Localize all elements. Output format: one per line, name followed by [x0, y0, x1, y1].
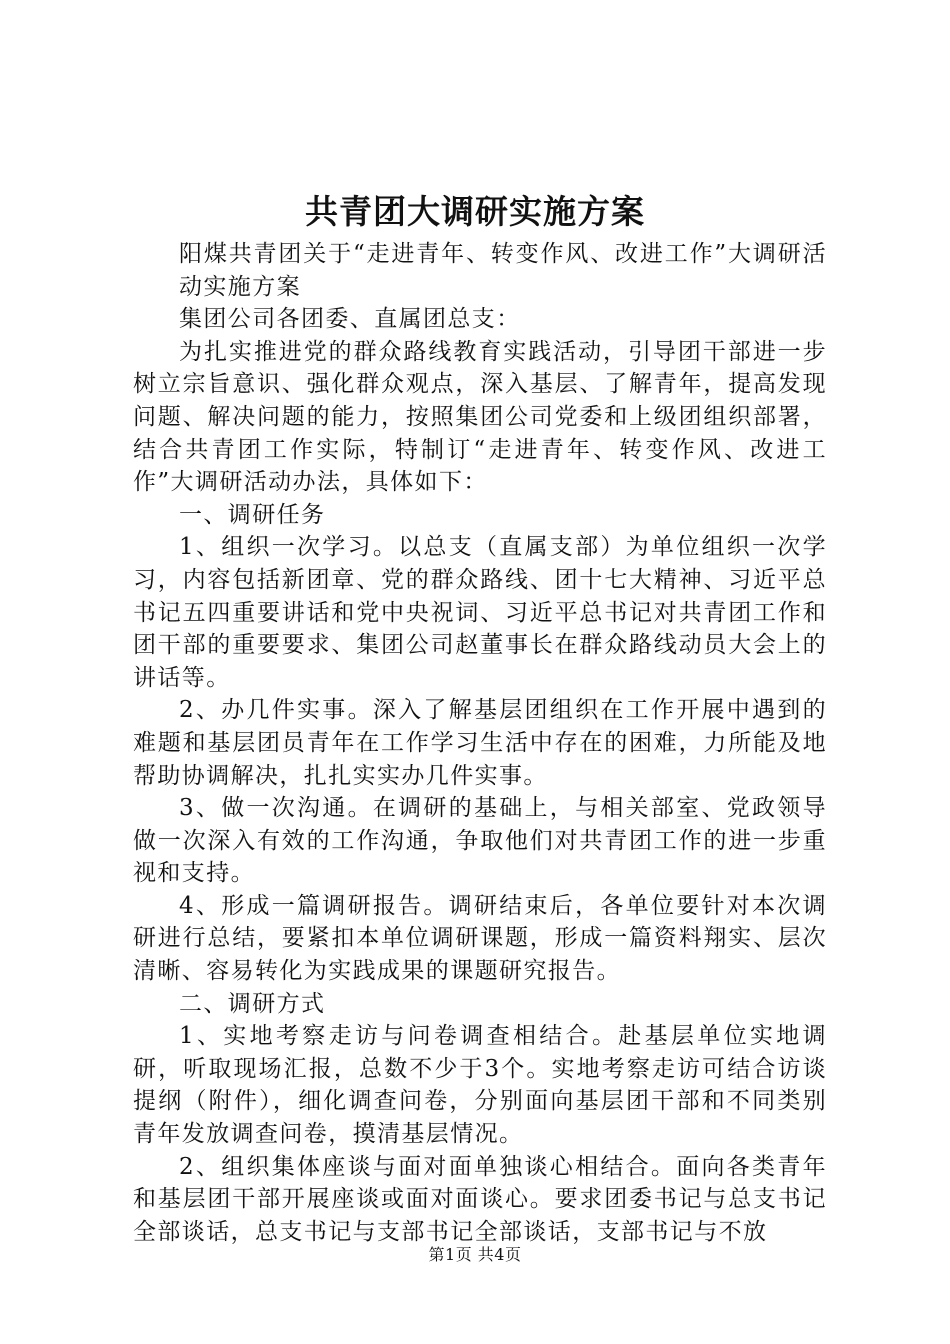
method-paragraph-1: 1、实地考察走访与问卷调查相结合。赴基层单位实地调研，听取现场汇报，总数不少于3个。实地考察走访可结合访谈提纲（附件），细化调查问卷，分别面向基层团干部和不同类别青年发放调查问卷，摸清基层情况。 — [133, 1023, 827, 1148]
document-body — [133, 238, 827, 1248]
intro-paragraph: 为扎实推进党的群众路线教育实践活动，引导团干部进一步树立宗旨意识、强化群众观点，深入基层、了解青年，提高发现问题、解决问题的能力，按照集团公司党委和上级团组织部署，结合共青团工作实际，特制订“走进青年、转变作风、改进工作”大调研活动办法，具体如下： — [133, 338, 827, 496]
page-number-footer: 第1页 共4页 — [428, 1245, 522, 1264]
document-title: 共青团大调研实施方案 — [305, 192, 645, 231]
task-paragraph-1: 1、组织一次学习。以总支（直属支部）为单位组织一次学习，内容包括新团章、党的群众路线、团十七大精神、习近平总书记五四重要讲话和党中央祝词、习近平总书记对共青团工作和团干部的重要要求、集团公司赵董事长在群众路线动员大会上的讲话等。 — [133, 534, 827, 691]
task-paragraph-3: 3、做一次沟通。在调研的基础上，与相关部室、党政领导做一次深入有效的工作沟通，争取他们对共青团工作的进一步重视和支持。 — [133, 795, 827, 887]
task-paragraph-4: 4、形成一篇调研报告。调研结束后，各单位要针对本次调研进行总结，要紧扣本单位调研课题，形成一篇资料翔实、层次清晰、容易转化为实践成果的课题研究报告。 — [133, 892, 827, 985]
section-heading-methods: 二、调研方式 — [179, 990, 326, 1017]
subtitle-paragraph: 阳煤共青团关于“走进青年、转变作风、改进工作”大调研活动实施方案 — [179, 241, 827, 300]
section-heading-tasks: 一、调研任务 — [179, 501, 326, 528]
task-paragraph-2: 2、办几件实事。深入了解基层团组织在工作开展中遇到的难题和基层团员青年在工作学习生活中存在的困难，力所能及地帮助协调解决，扎扎实实办几件实事。 — [133, 697, 827, 789]
salutation-paragraph: 集团公司各团委、直属团总支： — [179, 306, 521, 333]
method-paragraph-2: 2、组织集体座谈与面对面单独谈心相结合。面向各类青年和基层团干部开展座谈或面对面谈心。要求团委书记与总支书记全部谈话，总支书记与支部书记全部谈话，支部书记与不放 — [133, 1153, 827, 1245]
